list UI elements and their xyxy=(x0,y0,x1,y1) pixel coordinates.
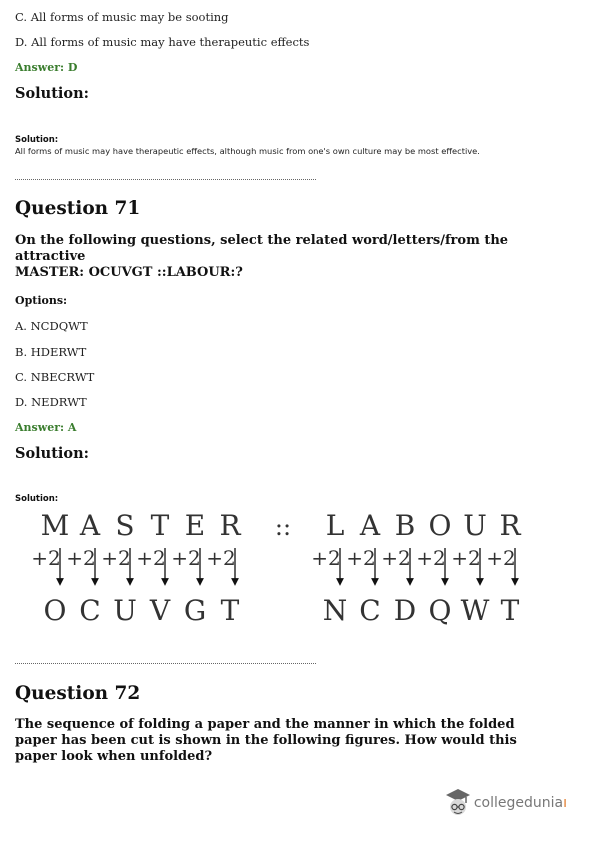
diagram-bottom-letter: Q xyxy=(428,594,452,627)
solution-label: Solution: xyxy=(15,135,59,145)
collegedunia-logo xyxy=(444,786,567,820)
diagram-top-letter: B xyxy=(394,509,416,542)
diagram-bottom-letter: N xyxy=(322,594,348,627)
diagram-step-label: +2 xyxy=(346,546,376,570)
question-line: attractive xyxy=(15,249,86,264)
diagram-bottom-letter: T xyxy=(500,594,520,627)
logo-text: collegeduniaı xyxy=(473,795,567,811)
diagram-top-letter: A xyxy=(359,509,381,542)
diagram-top-letter: L xyxy=(325,509,345,542)
diagram-step-label: +2 xyxy=(101,546,131,570)
diagram-step-label: +2 xyxy=(66,546,96,570)
diagram-bottom-letter: C xyxy=(359,594,381,627)
diagram-top-letter: T xyxy=(150,509,170,542)
solution-text: All forms of music may have therapeutic effects, although music from one's own culture may be most effective. xyxy=(15,146,480,156)
diagram-step-label: +2 xyxy=(311,546,341,570)
question-line: The sequence of folding a paper and the manner in which the folded xyxy=(15,717,515,732)
option-d: D. All forms of music may have therapeutic effects xyxy=(15,35,310,49)
diagram-step-label: +2 xyxy=(486,546,516,570)
question-title: Question 72 xyxy=(15,683,141,704)
question-line: On the following questions, select the related word/letters/from the xyxy=(15,233,509,248)
diagram-step-label: +2 xyxy=(171,546,201,570)
option-c: C. All forms of music may be sooting xyxy=(15,10,229,24)
diagram-top-letter: E xyxy=(184,509,206,542)
question-text xyxy=(15,717,575,765)
diagram-bottom-letter: T xyxy=(220,594,240,627)
diagram-step-label: +2 xyxy=(381,546,411,570)
diagram-top-letter: A xyxy=(79,509,101,542)
diagram-step-label: +2 xyxy=(451,546,481,570)
option-c: C. NBECRWT xyxy=(15,370,95,384)
diagram-bottom-letter: V xyxy=(149,594,171,627)
diagram-top-letter: U xyxy=(463,509,487,542)
diagram-bottom-letter: G xyxy=(183,594,207,627)
question-title: Question 71 xyxy=(15,198,141,219)
solution-diagram xyxy=(0,503,595,638)
diagram-bottom-letter: U xyxy=(113,594,137,627)
diagram-top-letter: R xyxy=(499,509,521,542)
diagram-bottom-letter: D xyxy=(393,594,417,627)
diagram-step-label: +2 xyxy=(206,546,236,570)
question-text xyxy=(15,233,575,281)
diagram-top-letter: M xyxy=(40,509,70,542)
divider xyxy=(15,179,316,180)
diagram-top-letter: O xyxy=(428,509,452,542)
solution-label: Solution: xyxy=(15,494,59,504)
diagram-step-label: +2 xyxy=(136,546,166,570)
diagram-step-label: +2 xyxy=(416,546,446,570)
diagram-bottom-letter: W xyxy=(460,594,490,627)
options-label: Options: xyxy=(15,294,68,307)
answer-label: Answer: D xyxy=(15,61,78,74)
question-line: MASTER: OCUVGT ::LABOUR:? xyxy=(15,265,243,280)
option-d: D. NEDRWT xyxy=(15,395,87,409)
solution-heading: Solution: xyxy=(15,445,89,462)
diagram-bottom-letter: O xyxy=(43,594,67,627)
answer-label: Answer: A xyxy=(15,421,77,434)
option-a: A. NCDQWT xyxy=(15,319,88,333)
diagram-top-letter: S xyxy=(115,509,135,542)
diagram-step-label: +2 xyxy=(31,546,61,570)
diagram-bottom-letter: C xyxy=(79,594,101,627)
diagram-separator: :: xyxy=(274,513,292,541)
question-line: paper look when unfolded? xyxy=(15,749,213,764)
graduate-icon xyxy=(444,786,472,820)
option-b: B. HDERWT xyxy=(15,345,87,359)
divider xyxy=(15,663,316,664)
diagram-top-letter: R xyxy=(219,509,241,542)
question-line: paper has been cut is shown in the following figures. How would this xyxy=(15,733,517,748)
solution-heading: Solution: xyxy=(15,85,89,102)
